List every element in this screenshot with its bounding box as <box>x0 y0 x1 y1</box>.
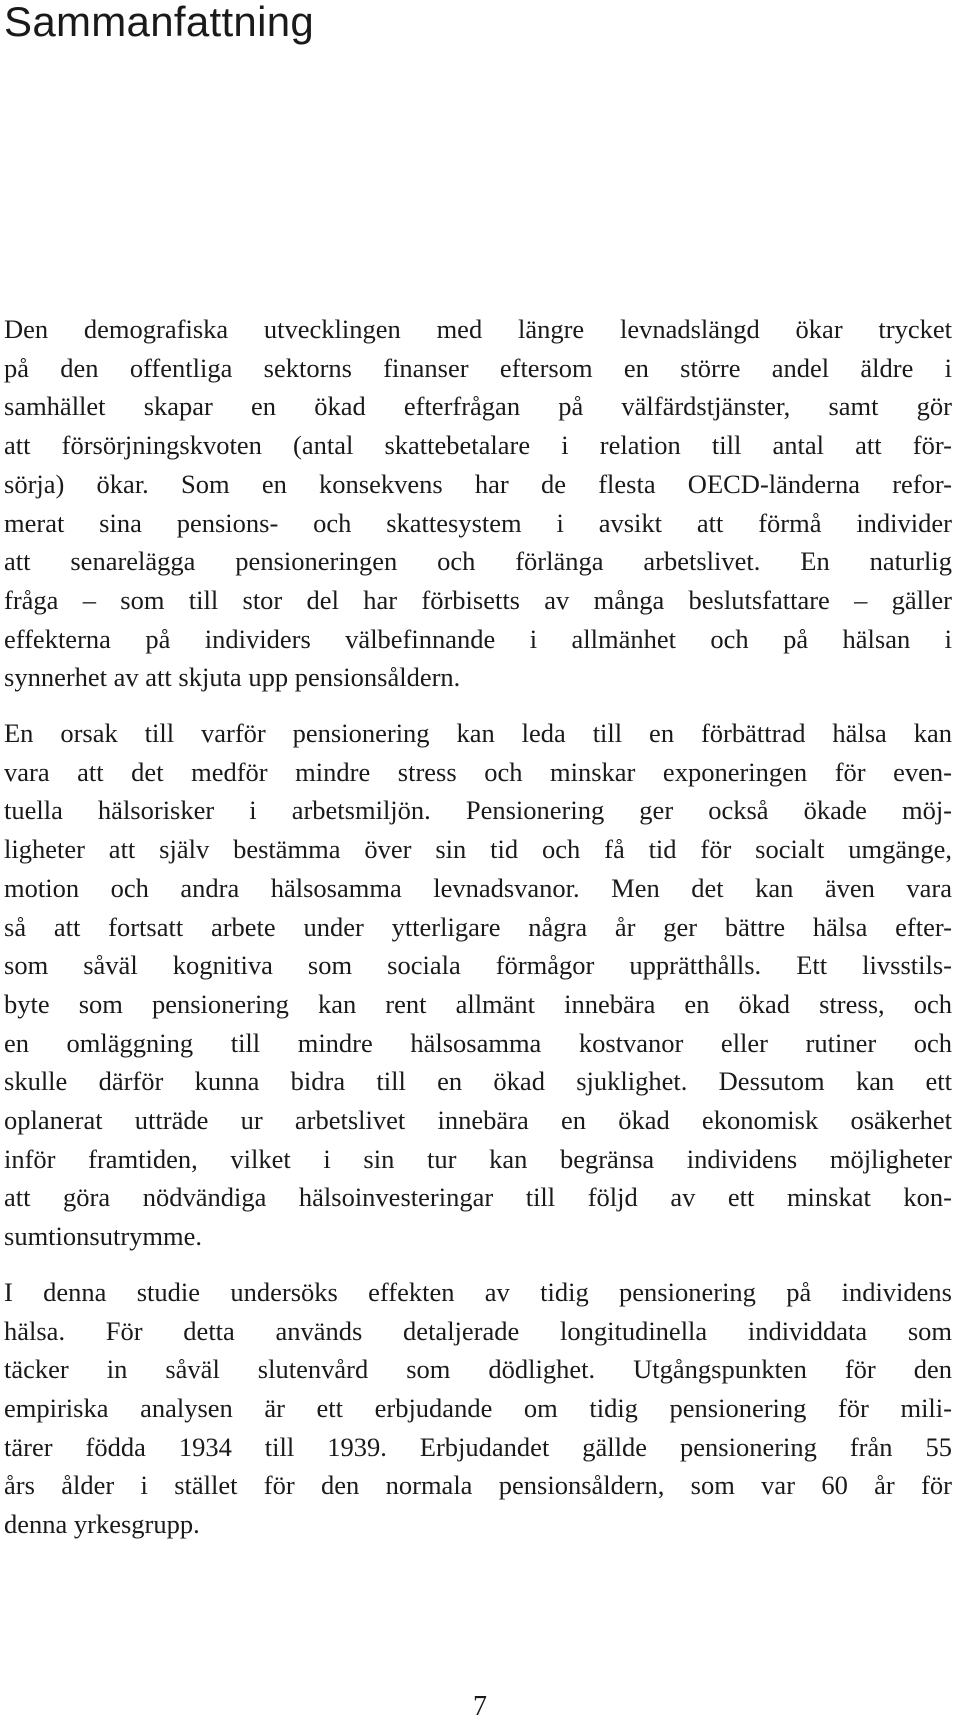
text-line: skulle därför kunna bidra till en ökad sjuklighet. Dessutom kan ett <box>4 1066 952 1097</box>
text-line: byte som pensionering kan rent allmänt innebära en ökad stress, och <box>4 988 952 1019</box>
text-line: tuella hälsorisker i arbetsmiljön. Pensionering ger också ökade möj- <box>4 795 952 826</box>
text-line: synnerhet av att skjuta upp pensionsåldern. <box>4 662 461 693</box>
text-line: merat sina pensions- och skattesystem i avsikt att förmå individer <box>4 507 952 538</box>
text-line: empiriska analysen är ett erbjudande om tidig pensionering för mili- <box>4 1392 952 1423</box>
text-line: vara att det medför mindre stress och minskar exponeringen för even- <box>4 756 952 787</box>
text-line: täcker in såväl slutenvård som dödlighet. Utgångspunkten för den <box>4 1354 952 1385</box>
text-line: Den demografiska utvecklingen med längre levnadslängd ökar trycket <box>4 314 952 344</box>
text-line: hälsa. För detta används detaljerade longitudinella individdata som <box>4 1315 952 1346</box>
text-line: som såväl kognitiva som sociala förmågor upprätthålls. Ett livsstils- <box>4 950 952 981</box>
text-line: tärer födda 1934 till 1939. Erbjudandet gällde pensionering från 55 <box>4 1431 952 1462</box>
paragraph-2 <box>4 714 952 1256</box>
text-line: motion och andra hälsosamma levnadsvanor. Men det kan även vara <box>4 872 952 903</box>
text-line: oplanerat utträde ur arbetslivet innebära en ökad ekonomisk osäkerhet <box>4 1105 952 1136</box>
text-line: så att fortsatt arbete under ytterligare några år ger bättre hälsa efter- <box>4 911 952 942</box>
text-line: att göra nödvändiga hälsoinvesteringar till följd av ett minskat kon- <box>4 1182 952 1213</box>
summary-body <box>4 310 952 1544</box>
text-line: effekterna på individers välbefinnande i allmänhet och på hälsan i <box>4 623 952 654</box>
text-line: att senarelägga pensioneringen och förlänga arbetslivet. En naturlig <box>4 546 952 577</box>
text-line: denna yrkesgrupp. <box>4 1509 200 1540</box>
text-line: samhället skapar en ökad efterfrågan på välfärdstjänster, samt gör <box>4 391 952 422</box>
text-line: att försörjningskvoten (antal skattebetalare i relation till antal att för- <box>4 430 952 461</box>
text-line: I denna studie undersöks effekten av tidig pensionering på individens <box>4 1276 952 1307</box>
text-line: ligheter att själv bestämma över sin tid och få tid för socialt umgänge, <box>4 834 952 865</box>
text-line: En orsak till varför pensionering kan leda till en förbättrad hälsa kan <box>4 718 952 749</box>
paragraph-3 <box>4 1273 952 1544</box>
text-line: en omläggning till mindre hälsosamma kostvanor eller rutiner och <box>4 1027 952 1058</box>
page-number: 7 <box>473 1691 487 1722</box>
text-line: inför framtiden, vilket i sin tur kan begränsa individens möjligheter <box>4 1143 952 1174</box>
text-line: års ålder i stället för den normala pensionsåldern, som var 60 år för <box>4 1470 952 1501</box>
paragraph-1 <box>4 310 952 697</box>
text-line: fråga – som till stor del har förbisetts av många beslutsfattare – gäller <box>4 584 952 615</box>
text-line: sörja) ökar. Som en konsekvens har de flesta OECD-länderna refor- <box>4 468 952 499</box>
page-title: Sammanfattning <box>4 0 315 45</box>
paragraph-spacer <box>4 1256 952 1273</box>
paragraph-spacer <box>4 697 952 714</box>
text-line: sumtionsutrymme. <box>4 1221 203 1252</box>
text-line: på den offentliga sektorns finanser eftersom en större andel äldre i <box>4 352 952 383</box>
